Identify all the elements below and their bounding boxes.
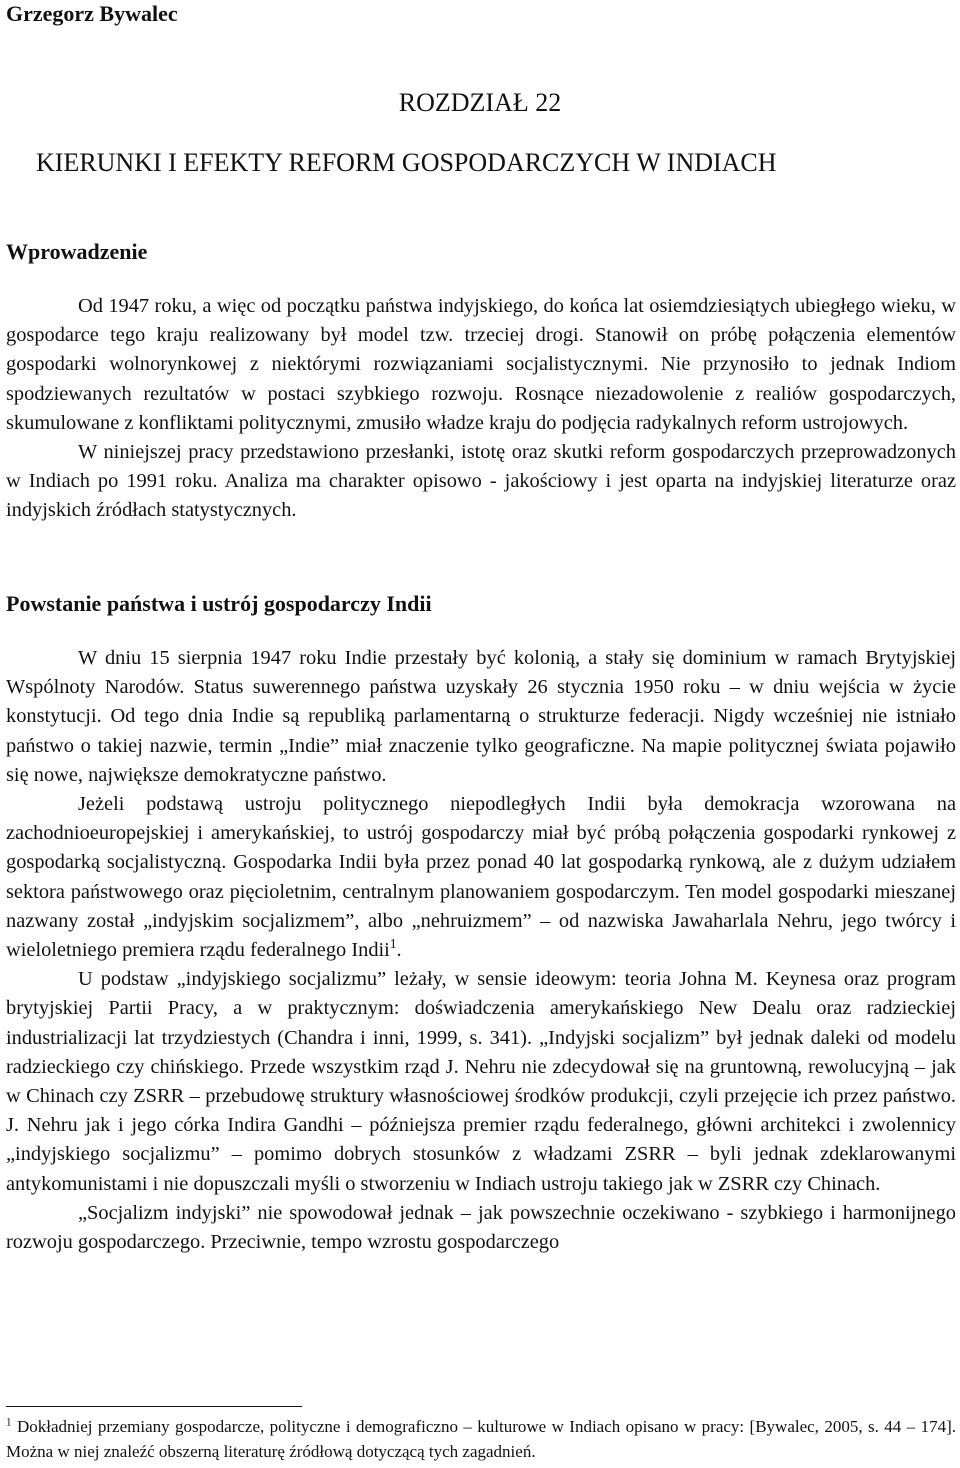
intro-paragraph: W niniejszej pracy przedstawiono przesłanki, istotę oraz skutki reform gospodarczych przeprowadzonych w Indiach po 1991 roku. Analiza ma charakter opisowo - jakościowy i jest oparta na indyjskiej literaturze oraz indyjskich źródłach statystycznych.	[6, 441, 956, 522]
chapter-number: ROZDZIAŁ 22	[398, 88, 562, 117]
intro-heading: Wprowadzenie	[6, 239, 148, 264]
paragraph-end: .	[396, 939, 402, 962]
section-paragraph: W dniu 15 sierpnia 1947 roku Indie przestały być kolonią, a stały się dominium w ramach Brytyjskiej Wspólnoty Narodów. Status suwerennego państwa uzyskały 26 stycznia 1950 roku – w dniu wejścia w życie konstytucji. Od tego dnia Indie są republiką parlamentarną o strukturze federacji. Nigdy wcześniej nie istniało państwo o takiej nazwie, termin „Indie” miał znaczenie tylko geograficzne. Na mapie politycznej świata pojawiło się nowe, największe demokratyczne państwo.	[6, 647, 956, 786]
intro-paragraph: Od 1947 roku, a więc od początku państwa indyjskiego, do końca lat osiemdziesiątych ubiegłego wieku, w gospodarce tego kraju realizowany był model tzw. trzeciej drogi. Stanowił on próbę połączenia elementów gospodarki wolnorynkowej z niektórymi rozwiązaniami socjalistycznymi. Nie przynosiło to jednak Indiom spodziewanych rezultatów w postaci szybkiego rozwoju. Rosnące niezadowolenie z realiów gospodarczych, skumulowane z konfliktami politycznymi, zmusiło władze kraju do podjęcia radykalnych reform ustrojowych.	[6, 295, 956, 434]
section-paragraph	[6, 790, 956, 965]
footnote	[6, 1414, 956, 1464]
author-name: Grzegorz Bywalec	[6, 1, 178, 26]
section-body	[6, 644, 956, 1257]
footnote-divider	[6, 1406, 302, 1407]
footnote-text: Dokładniej przemiany gospodarcze, polityczne i demograficzno – kulturowe w Indiach opisano w pracy: [Bywalec, 2005, s. 44 – 174]. Można w niej znaleźć obszerną literaturę źródłową dotyczącą tych zagadnień.	[6, 1417, 956, 1461]
section-paragraph: „Socjalizm indyjski” nie spowodował jednak – jak powszechnie oczekiwano - szybkiego i harmonijnego rozwoju gospodarczego. Przeciwnie, tempo wzrostu gospodarczego	[6, 1201, 956, 1254]
footnote-reference[interactable]: 1	[389, 936, 397, 952]
chapter-title: KIERUNKI I EFEKTY REFORM GOSPODARCZYCH W INDIACH	[36, 148, 777, 177]
paragraph-text: Jeżeli podstawą ustroju politycznego niepodległych Indii była demokracja wzorowana na zachodnioeuropejskiej i amerykańskiej, to ustrój gospodarczy miał być próbą połączenia gospodarki rynkowej z gospodarką socjalistyczną. Gospodarka Indii była przez ponad 40 lat gospodarką rynkową, ale z dużym udziałem sektora państwowego oraz pięcioletnim, centralnym planowaniem gospodarczym. Ten model gospodarki mieszanej nazwany został „indyjskim socjalizmem”, albo „nehruizmem” – od nazwiska Jawaharlala Nehru, jego twórcy i wieloletniego premiera rządu federalnego Indii	[6, 793, 956, 962]
footnote-number: 1	[6, 1416, 12, 1429]
section-paragraph: U podstaw „indyjskiego socjalizmu” leżały, w sensie ideowym: teoria Johna M. Keynesa oraz program brytyjskiej Partii Pracy, a w praktycznym: doświadczenia amerykańskiego New Dealu oraz radzieckiej industrializacji lat trzydziestych (Chandra i inni, 1999, s. 341). „Indyjski socjalizm” był jednak daleki od modelu radzieckiego czy chińskiego. Przede wszystkim rząd J. Nehru nie zdecydował się na gruntowną, rewolucyjną – jak w Chinach czy ZSRR – przebudowę struktury własnościowej środków produkcji, czyli przejęcie ich przez państwo. J. Nehru jak i jego córka Indira Gandhi – późniejsza premier rządu federalnego, główni architekci i zwolennicy „indyjskiego socjalizmu” – pomimo dobrych stosunków z władzami ZSRR – byli jednak zdeklarowanymi antykomunistami i nie dopuszczali myśli o stworzeniu w Indiach ustroju takiego jak w ZSRR czy Chinach.	[6, 968, 956, 1195]
intro-body	[6, 292, 956, 526]
section-heading: Powstanie państwa i ustrój gospodarczy Indii	[6, 591, 432, 616]
